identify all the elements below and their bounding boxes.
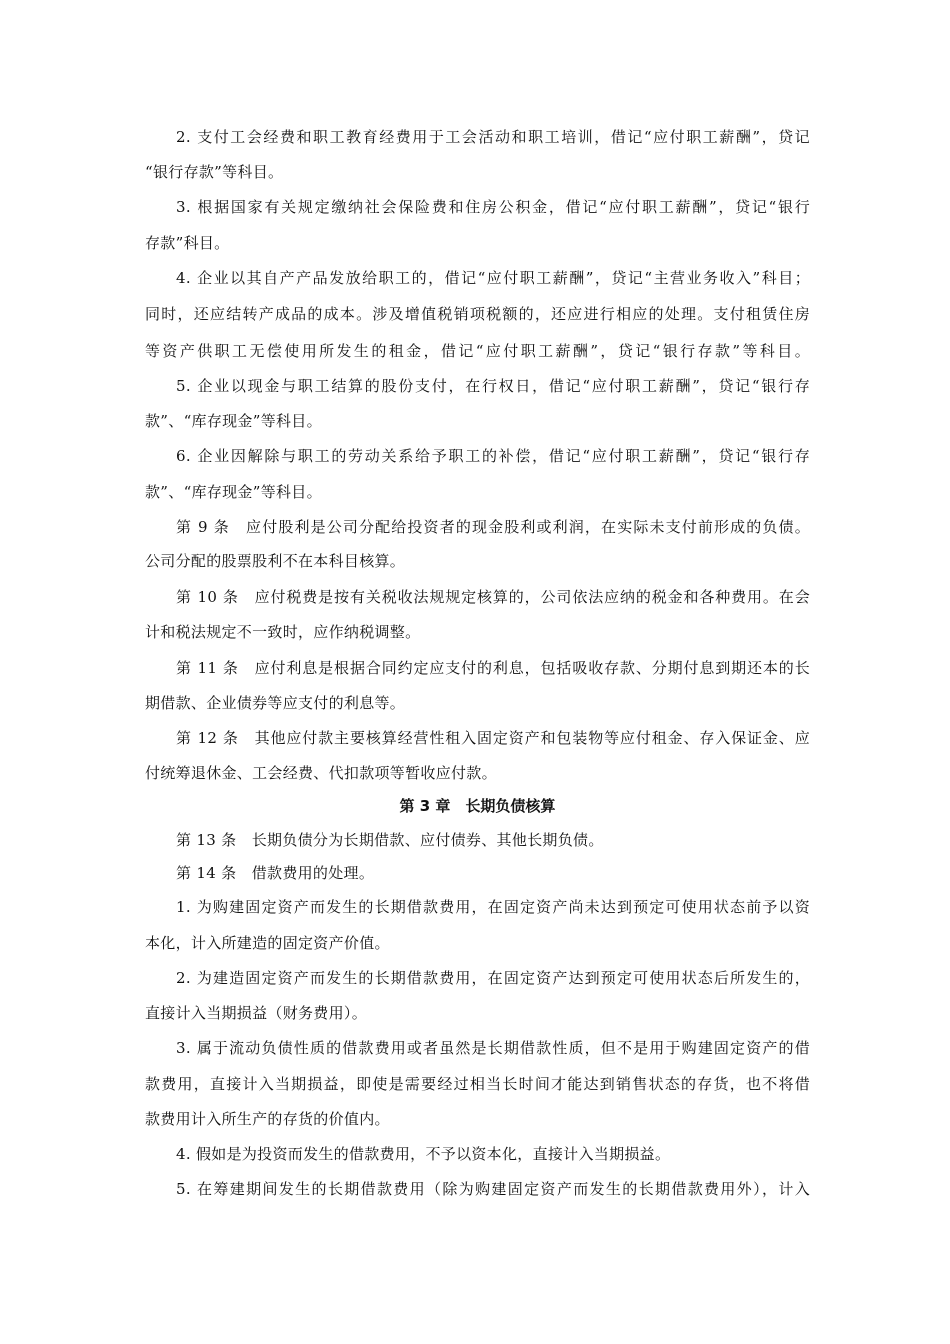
- paragraph-line: 2. 支付工会经费和职工教育经费用于工会活动和职工培训，借记“应付职工薪酬”，贷记: [176, 128, 810, 146]
- paragraph-line: 6. 企业因解除与职工的劳动关系给予职工的补偿，借记“应付职工薪酬”，贷记“银行存: [176, 447, 810, 465]
- paragraph-line: 4. 假如是为投资而发生的借款费用，不予以资本化，直接计入当期损益。: [176, 1145, 671, 1163]
- paragraph-line: 付统筹退休金、工会经费、代扣款项等暂收应付款。: [145, 764, 497, 782]
- paragraph-line: 直接计入当期损益（财务费用）。: [145, 1004, 368, 1022]
- paragraph-line: 2. 为建造固定资产而发生的长期借款费用，在固定资产达到预定可使用状态后所发生的，: [176, 969, 810, 987]
- paragraph-line: 本化，计入所建造的固定资产价值。: [145, 934, 390, 952]
- paragraph-line: “银行存款”等科目。: [145, 163, 284, 181]
- article-line: 第 10 条 应付税费是按有关税收法规规定核算的，公司依法应纳的税金和各种费用。在会: [176, 588, 810, 606]
- paragraph-line: 公司分配的股票股利不在本科目核算。: [145, 552, 406, 570]
- article-line: 第 9 条 应付股利是公司分配给投资者的现金股利或利润，在实际未支付前形成的负债。: [176, 518, 810, 536]
- paragraph-line: 4. 企业以其自产产品发放给职工的，借记“应付职工薪酬”，贷记“主营业务收入”科目；: [176, 269, 810, 287]
- chapter-heading: 第 3 章 长期负债核算: [399, 797, 556, 815]
- paragraph-line: 计和税法规定不一致时，应作纳税调整。: [145, 623, 421, 641]
- paragraph-line: 5. 在筹建期间发生的长期借款费用（除为购建固定资产而发生的长期借款费用外），计入: [176, 1180, 810, 1198]
- paragraph-line: 款费用计入所生产的存货的价值内。: [145, 1110, 390, 1128]
- paragraph-line: 款”、“库存现金”等科目。: [145, 483, 322, 501]
- paragraph-line: 同时，还应结转产成品的成本。涉及增值税销项税额的，还应进行相应的处理。支付租赁住房: [145, 305, 810, 323]
- article-line: 第 12 条 其他应付款主要核算经营性租入固定资产和包装物等应付租金、存入保证金、应: [176, 729, 810, 747]
- article-line: 第 11 条 应付利息是根据合同约定应支付的利息，包括吸收存款、分期付息到期还本的长: [176, 659, 810, 677]
- paragraph-line: 期借款、企业债券等应支付的利息等。: [145, 694, 406, 712]
- paragraph-line: 等资产供职工无偿使用所发生的租金，借记“应付职工薪酬”，贷记“银行存款”等科目。: [145, 342, 810, 360]
- article-line: 第 13 条 长期负债分为长期借款、应付债券、其他长期负债。: [176, 831, 604, 849]
- paragraph-line: 3. 根据国家有关规定缴纳社会保险费和住房公积金，借记“应付职工薪酬”，贷记“银行: [176, 198, 810, 216]
- paragraph-line: 款费用，直接计入当期损益，即使是需要经过相当长时间才能达到销售状态的存货，也不将借: [145, 1075, 810, 1093]
- paragraph-line: 5. 企业以现金与职工结算的股份支付，在行权日，借记“应付职工薪酬”，贷记“银行存: [176, 377, 810, 395]
- paragraph-line: 3. 属于流动负债性质的借款费用或者虽然是长期借款性质，但不是用于购建固定资产的借: [176, 1039, 810, 1057]
- paragraph-line: 1. 为购建固定资产而发生的长期借款费用，在固定资产尚未达到预定可使用状态前予以资: [176, 898, 810, 916]
- article-line: 第 14 条 借款费用的处理。: [176, 864, 375, 882]
- paragraph-line: 款”、“库存现金”等科目。: [145, 412, 322, 430]
- paragraph-line: 存款”科目。: [145, 234, 230, 252]
